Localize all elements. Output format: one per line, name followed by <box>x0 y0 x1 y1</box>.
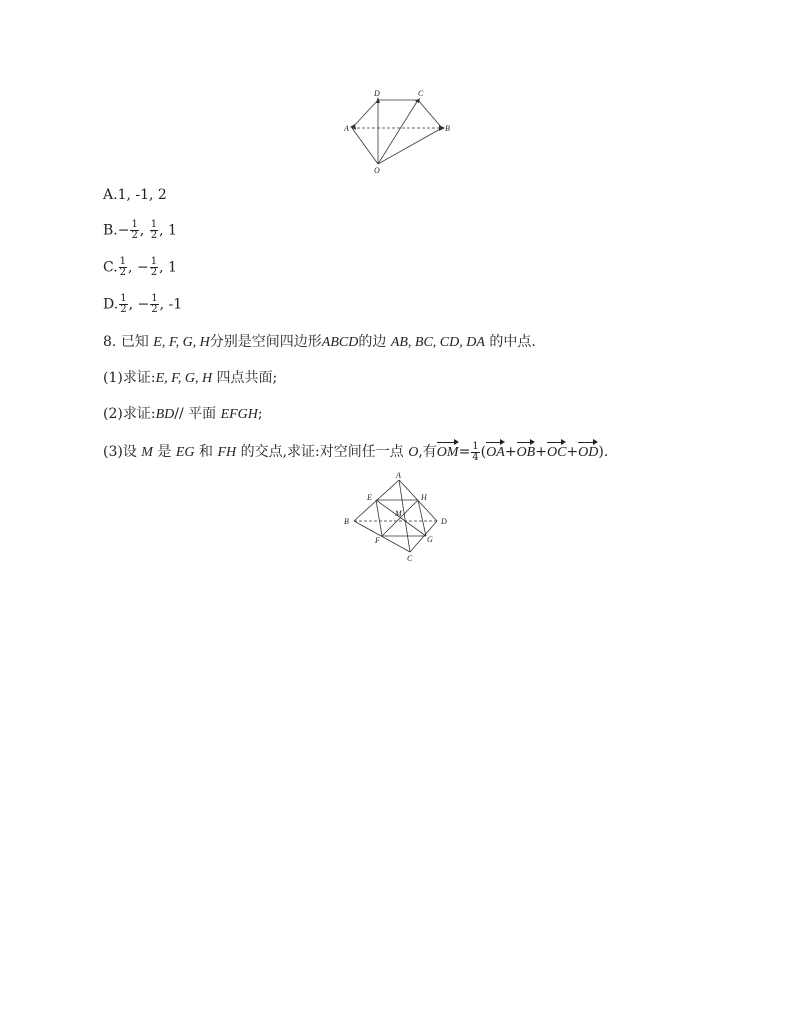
part-prefix: (2)求证: <box>103 406 156 422</box>
separator: , <box>159 222 164 239</box>
option-d-fraction-1 <box>119 294 127 315</box>
option-d-sign: − <box>137 296 150 313</box>
point-o: O <box>408 445 419 460</box>
plus-sign: + <box>504 444 517 460</box>
separator: , <box>139 222 145 239</box>
fraction-denominator: 2 <box>151 304 158 315</box>
option-c-tail: 1 <box>167 259 177 276</box>
option-a <box>103 185 167 205</box>
equals-sign: = <box>458 444 471 460</box>
figure2-label-d: D <box>441 517 447 526</box>
question-8-stem <box>103 332 536 353</box>
part-text: ,有 <box>418 444 437 460</box>
stem-text: 的中点. <box>489 334 536 350</box>
fraction-denominator: 2 <box>119 267 127 278</box>
figure1-label-b: B <box>445 124 450 133</box>
fraction-one-quarter <box>471 442 479 463</box>
figure2-label-g: G <box>427 535 433 544</box>
fraction-denominator: 2 <box>131 230 138 241</box>
figure2-label-c: C <box>407 554 413 563</box>
segment-fh: FH <box>217 445 237 460</box>
plus-sign: + <box>566 444 579 460</box>
question-8-part-3 <box>103 440 608 463</box>
fraction-numerator: 1 <box>150 219 158 230</box>
midpoints: E, F, G, H <box>153 335 210 350</box>
figure1-label-a: A <box>344 124 349 133</box>
option-d-label: D. <box>103 296 119 313</box>
paren: ( <box>480 444 487 460</box>
figure2-label-e: E <box>367 493 372 502</box>
fraction-denominator: 4 <box>472 451 479 463</box>
plus-sign: + <box>535 444 547 460</box>
question-8-part-1 <box>103 368 277 389</box>
separator: , <box>159 259 164 276</box>
fraction-numerator: 1 <box>120 293 127 304</box>
part-text: // 平面 <box>174 406 217 422</box>
option-b <box>103 220 177 241</box>
fraction-denominator: 2 <box>120 304 127 315</box>
separator: , <box>128 296 134 313</box>
part-prefix: (3)设 <box>103 444 137 460</box>
vector-od: OD <box>578 440 598 463</box>
part-text: 四点共面; <box>216 370 278 386</box>
option-c-fraction-2 <box>150 257 158 278</box>
figure1-label-d: D <box>374 89 380 98</box>
vector-om: OM <box>437 440 459 463</box>
edge-names: AB, BC, CD, DA <box>390 335 485 350</box>
option-c-fraction-1 <box>119 257 127 278</box>
option-c-label: C. <box>103 259 118 276</box>
stem-text: 已知 <box>120 334 149 350</box>
figure2-label-b: B <box>344 517 349 526</box>
vector-oc: OC <box>547 440 566 463</box>
part-text: 是 <box>157 444 172 460</box>
question-8-part-2 <box>103 404 263 425</box>
plane-name: EFGH <box>220 407 258 422</box>
vector-ob: OB <box>517 440 536 463</box>
part-text: 的交点,求证:对空间任一点 <box>240 444 404 460</box>
option-b-tail: 1 <box>168 222 177 239</box>
stem-text: 分别是空间四边形 <box>209 334 322 350</box>
figure2-label-a: A <box>396 471 401 480</box>
figure2-label-m: M <box>395 509 402 518</box>
option-a-label: A. <box>103 187 118 203</box>
option-b-fraction-1 <box>130 220 138 241</box>
part-text: ; <box>257 406 263 422</box>
fraction-denominator: 2 <box>150 267 158 278</box>
option-d-tail: -1 <box>168 296 183 313</box>
option-d-fraction-2 <box>150 294 158 315</box>
part-text: 和 <box>199 444 213 460</box>
fraction-numerator: 1 <box>151 293 158 304</box>
figure1-label-o: O <box>374 166 380 175</box>
option-d <box>103 294 182 315</box>
separator: , <box>159 296 165 313</box>
point-m: M <box>141 445 153 460</box>
figure-pyramid-oabcd <box>340 84 460 176</box>
figure1-label-c: C <box>418 89 424 98</box>
figure2-label-f: F <box>375 536 380 545</box>
point-names: E, F, G, H <box>155 371 213 386</box>
part-prefix: (1)求证: <box>103 370 156 386</box>
option-b-sign: − <box>117 222 130 239</box>
fraction-numerator: 1 <box>150 256 158 267</box>
figure2-label-h: H <box>421 493 427 502</box>
option-a-text: 1, -1, 2 <box>117 187 167 203</box>
quadrilateral-name: ABCD <box>321 335 359 350</box>
separator: , <box>128 259 133 276</box>
fraction-numerator: 1 <box>119 256 127 267</box>
option-c-sign: − <box>136 259 149 276</box>
line-name: BD <box>155 407 175 422</box>
fraction-numerator: 1 <box>131 219 138 230</box>
vector-oa: OA <box>486 440 505 463</box>
fraction-denominator: 2 <box>150 230 158 241</box>
option-c <box>103 257 177 278</box>
fraction-numerator: 1 <box>472 440 479 452</box>
option-b-fraction-2 <box>150 220 158 241</box>
question-number: 8. <box>103 334 117 350</box>
option-b-label: B. <box>103 222 118 239</box>
figure-spatial-quadrilateral <box>340 470 455 565</box>
stem-text: 的边 <box>358 334 387 350</box>
paren: ). <box>598 444 609 460</box>
segment-eg: EG <box>175 445 195 460</box>
